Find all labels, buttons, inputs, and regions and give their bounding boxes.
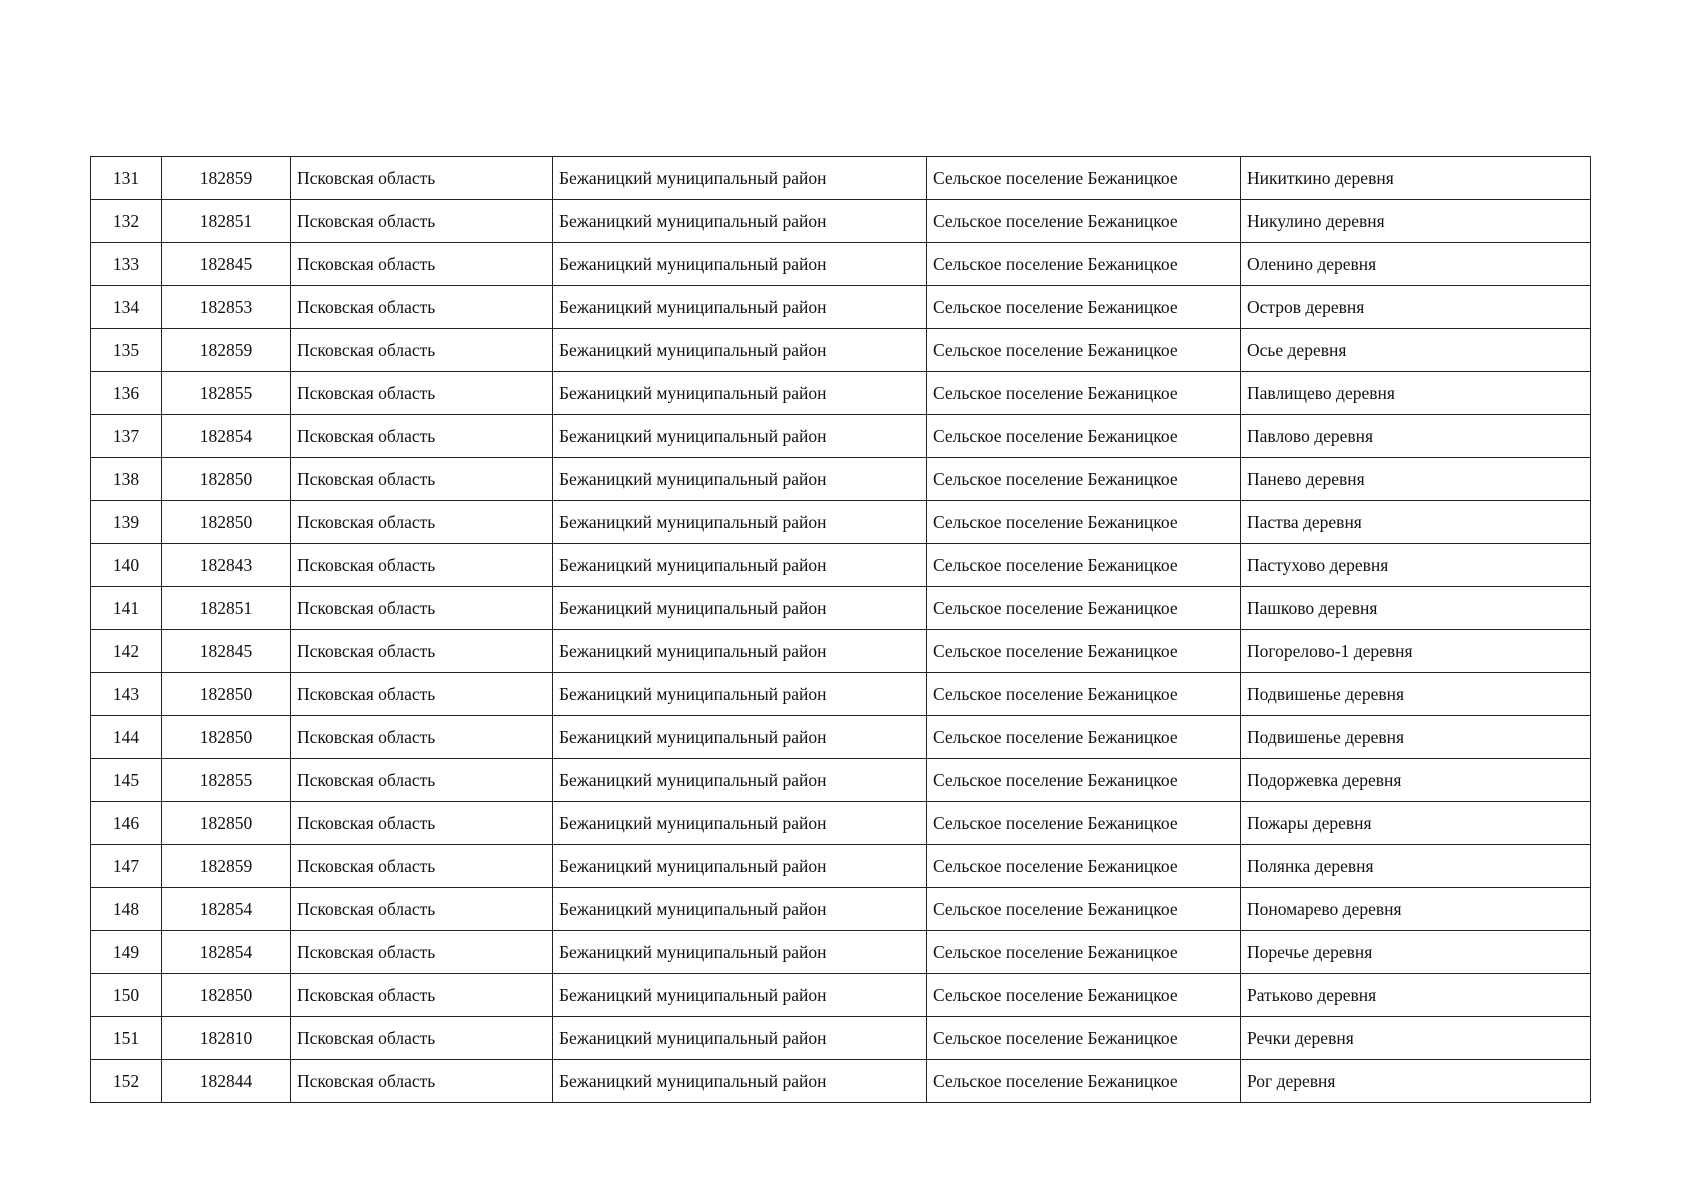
settlement-cell: Сельское поселение Бежаницкое xyxy=(927,157,1241,200)
district-cell: Бежаницкий муниципальный район xyxy=(553,587,927,630)
row-number-cell: 136 xyxy=(91,372,162,415)
settlement-cell: Сельское поселение Бежаницкое xyxy=(927,372,1241,415)
row-number-cell: 138 xyxy=(91,458,162,501)
row-number-cell: 148 xyxy=(91,888,162,931)
district-cell: Бежаницкий муниципальный район xyxy=(553,372,927,415)
postal-index-cell: 182850 xyxy=(162,802,291,845)
locality-cell: Поречье деревня xyxy=(1241,931,1591,974)
table-row xyxy=(91,1060,1591,1103)
district-cell: Бежаницкий муниципальный район xyxy=(553,200,927,243)
table-row xyxy=(91,630,1591,673)
postal-index-cell: 182844 xyxy=(162,1060,291,1103)
postal-index-cell: 182859 xyxy=(162,157,291,200)
postal-index-cell: 182843 xyxy=(162,544,291,587)
row-number-cell: 131 xyxy=(91,157,162,200)
settlement-cell: Сельское поселение Бежаницкое xyxy=(927,759,1241,802)
district-cell: Бежаницкий муниципальный район xyxy=(553,1060,927,1103)
row-number-cell: 137 xyxy=(91,415,162,458)
locality-cell: Павлищево деревня xyxy=(1241,372,1591,415)
table-row xyxy=(91,888,1591,931)
district-cell: Бежаницкий муниципальный район xyxy=(553,673,927,716)
row-number-cell: 134 xyxy=(91,286,162,329)
row-number-cell: 151 xyxy=(91,1017,162,1060)
region-cell: Псковская область xyxy=(291,1060,553,1103)
locality-cell: Пономарево деревня xyxy=(1241,888,1591,931)
locality-cell: Рог деревня xyxy=(1241,1060,1591,1103)
table-row xyxy=(91,802,1591,845)
region-cell: Псковская область xyxy=(291,415,553,458)
row-number-cell: 146 xyxy=(91,802,162,845)
table-row xyxy=(91,286,1591,329)
postal-index-cell: 182859 xyxy=(162,845,291,888)
postal-index-cell: 182851 xyxy=(162,587,291,630)
locality-cell: Осье деревня xyxy=(1241,329,1591,372)
table-row xyxy=(91,845,1591,888)
locality-cell: Пожары деревня xyxy=(1241,802,1591,845)
settlement-cell: Сельское поселение Бежаницкое xyxy=(927,415,1241,458)
settlement-cell: Сельское поселение Бежаницкое xyxy=(927,974,1241,1017)
table-row xyxy=(91,200,1591,243)
region-cell: Псковская область xyxy=(291,1017,553,1060)
settlement-cell: Сельское поселение Бежаницкое xyxy=(927,243,1241,286)
row-number-cell: 149 xyxy=(91,931,162,974)
district-cell: Бежаницкий муниципальный район xyxy=(553,458,927,501)
region-cell: Псковская область xyxy=(291,157,553,200)
settlements-table xyxy=(90,156,1591,1103)
district-cell: Бежаницкий муниципальный район xyxy=(553,286,927,329)
district-cell: Бежаницкий муниципальный район xyxy=(553,759,927,802)
locality-cell: Погорелово-1 деревня xyxy=(1241,630,1591,673)
row-number-cell: 135 xyxy=(91,329,162,372)
settlement-cell: Сельское поселение Бежаницкое xyxy=(927,630,1241,673)
table-row xyxy=(91,974,1591,1017)
district-cell: Бежаницкий муниципальный район xyxy=(553,415,927,458)
row-number-cell: 143 xyxy=(91,673,162,716)
region-cell: Псковская область xyxy=(291,931,553,974)
postal-index-cell: 182854 xyxy=(162,888,291,931)
settlement-cell: Сельское поселение Бежаницкое xyxy=(927,802,1241,845)
settlement-cell: Сельское поселение Бежаницкое xyxy=(927,716,1241,759)
district-cell: Бежаницкий муниципальный район xyxy=(553,243,927,286)
region-cell: Псковская область xyxy=(291,716,553,759)
table-row xyxy=(91,157,1591,200)
settlement-cell: Сельское поселение Бежаницкое xyxy=(927,888,1241,931)
postal-index-cell: 182851 xyxy=(162,200,291,243)
table-body xyxy=(91,157,1591,1103)
postal-index-cell: 182855 xyxy=(162,372,291,415)
region-cell: Псковская область xyxy=(291,243,553,286)
locality-cell: Пастухово деревня xyxy=(1241,544,1591,587)
table-row xyxy=(91,1017,1591,1060)
district-cell: Бежаницкий муниципальный район xyxy=(553,329,927,372)
row-number-cell: 150 xyxy=(91,974,162,1017)
table-row xyxy=(91,501,1591,544)
locality-cell: Подоржевка деревня xyxy=(1241,759,1591,802)
locality-cell: Полянка деревня xyxy=(1241,845,1591,888)
settlement-cell: Сельское поселение Бежаницкое xyxy=(927,845,1241,888)
region-cell: Псковская область xyxy=(291,888,553,931)
locality-cell: Подвишенье деревня xyxy=(1241,673,1591,716)
row-number-cell: 139 xyxy=(91,501,162,544)
locality-cell: Пашково деревня xyxy=(1241,587,1591,630)
locality-cell: Паства деревня xyxy=(1241,501,1591,544)
district-cell: Бежаницкий муниципальный район xyxy=(553,802,927,845)
region-cell: Псковская область xyxy=(291,802,553,845)
district-cell: Бежаницкий муниципальный район xyxy=(553,630,927,673)
district-cell: Бежаницкий муниципальный район xyxy=(553,716,927,759)
region-cell: Псковская область xyxy=(291,630,553,673)
district-cell: Бежаницкий муниципальный район xyxy=(553,888,927,931)
region-cell: Псковская область xyxy=(291,501,553,544)
settlement-cell: Сельское поселение Бежаницкое xyxy=(927,286,1241,329)
table-row xyxy=(91,673,1591,716)
row-number-cell: 141 xyxy=(91,587,162,630)
locality-cell: Оленино деревня xyxy=(1241,243,1591,286)
postal-index-cell: 182859 xyxy=(162,329,291,372)
row-number-cell: 140 xyxy=(91,544,162,587)
settlement-cell: Сельское поселение Бежаницкое xyxy=(927,200,1241,243)
locality-cell: Речки деревня xyxy=(1241,1017,1591,1060)
row-number-cell: 133 xyxy=(91,243,162,286)
region-cell: Псковская область xyxy=(291,759,553,802)
postal-index-cell: 182850 xyxy=(162,501,291,544)
locality-cell: Павлово деревня xyxy=(1241,415,1591,458)
table-row xyxy=(91,415,1591,458)
region-cell: Псковская область xyxy=(291,286,553,329)
settlement-cell: Сельское поселение Бежаницкое xyxy=(927,1060,1241,1103)
region-cell: Псковская область xyxy=(291,329,553,372)
table-row xyxy=(91,329,1591,372)
district-cell: Бежаницкий муниципальный район xyxy=(553,544,927,587)
table-row xyxy=(91,458,1591,501)
table-row xyxy=(91,716,1591,759)
locality-cell: Панево деревня xyxy=(1241,458,1591,501)
postal-index-cell: 182845 xyxy=(162,243,291,286)
locality-cell: Никиткино деревня xyxy=(1241,157,1591,200)
table-row xyxy=(91,587,1591,630)
postal-index-cell: 182850 xyxy=(162,974,291,1017)
region-cell: Псковская область xyxy=(291,200,553,243)
region-cell: Псковская область xyxy=(291,587,553,630)
locality-cell: Остров деревня xyxy=(1241,286,1591,329)
table-row xyxy=(91,759,1591,802)
postal-index-cell: 182854 xyxy=(162,415,291,458)
postal-index-cell: 182855 xyxy=(162,759,291,802)
region-cell: Псковская область xyxy=(291,974,553,1017)
postal-index-cell: 182850 xyxy=(162,458,291,501)
row-number-cell: 142 xyxy=(91,630,162,673)
row-number-cell: 147 xyxy=(91,845,162,888)
region-cell: Псковская область xyxy=(291,845,553,888)
district-cell: Бежаницкий муниципальный район xyxy=(553,974,927,1017)
table-row xyxy=(91,372,1591,415)
settlement-cell: Сельское поселение Бежаницкое xyxy=(927,931,1241,974)
row-number-cell: 145 xyxy=(91,759,162,802)
postal-index-cell: 182850 xyxy=(162,716,291,759)
district-cell: Бежаницкий муниципальный район xyxy=(553,931,927,974)
district-cell: Бежаницкий муниципальный район xyxy=(553,157,927,200)
region-cell: Псковская область xyxy=(291,458,553,501)
settlement-cell: Сельское поселение Бежаницкое xyxy=(927,544,1241,587)
table-row xyxy=(91,243,1591,286)
postal-index-cell: 182854 xyxy=(162,931,291,974)
row-number-cell: 132 xyxy=(91,200,162,243)
settlement-cell: Сельское поселение Бежаницкое xyxy=(927,673,1241,716)
region-cell: Псковская область xyxy=(291,544,553,587)
table-row xyxy=(91,544,1591,587)
settlement-cell: Сельское поселение Бежаницкое xyxy=(927,501,1241,544)
document-sheet xyxy=(90,156,1590,1103)
district-cell: Бежаницкий муниципальный район xyxy=(553,501,927,544)
postal-index-cell: 182853 xyxy=(162,286,291,329)
postal-index-cell: 182850 xyxy=(162,673,291,716)
locality-cell: Никулино деревня xyxy=(1241,200,1591,243)
district-cell: Бежаницкий муниципальный район xyxy=(553,845,927,888)
locality-cell: Ратьково деревня xyxy=(1241,974,1591,1017)
settlement-cell: Сельское поселение Бежаницкое xyxy=(927,1017,1241,1060)
row-number-cell: 144 xyxy=(91,716,162,759)
region-cell: Псковская область xyxy=(291,372,553,415)
region-cell: Псковская область xyxy=(291,673,553,716)
table-row xyxy=(91,931,1591,974)
settlement-cell: Сельское поселение Бежаницкое xyxy=(927,587,1241,630)
settlement-cell: Сельское поселение Бежаницкое xyxy=(927,458,1241,501)
locality-cell: Подвишенье деревня xyxy=(1241,716,1591,759)
postal-index-cell: 182810 xyxy=(162,1017,291,1060)
settlement-cell: Сельское поселение Бежаницкое xyxy=(927,329,1241,372)
row-number-cell: 152 xyxy=(91,1060,162,1103)
district-cell: Бежаницкий муниципальный район xyxy=(553,1017,927,1060)
postal-index-cell: 182845 xyxy=(162,630,291,673)
